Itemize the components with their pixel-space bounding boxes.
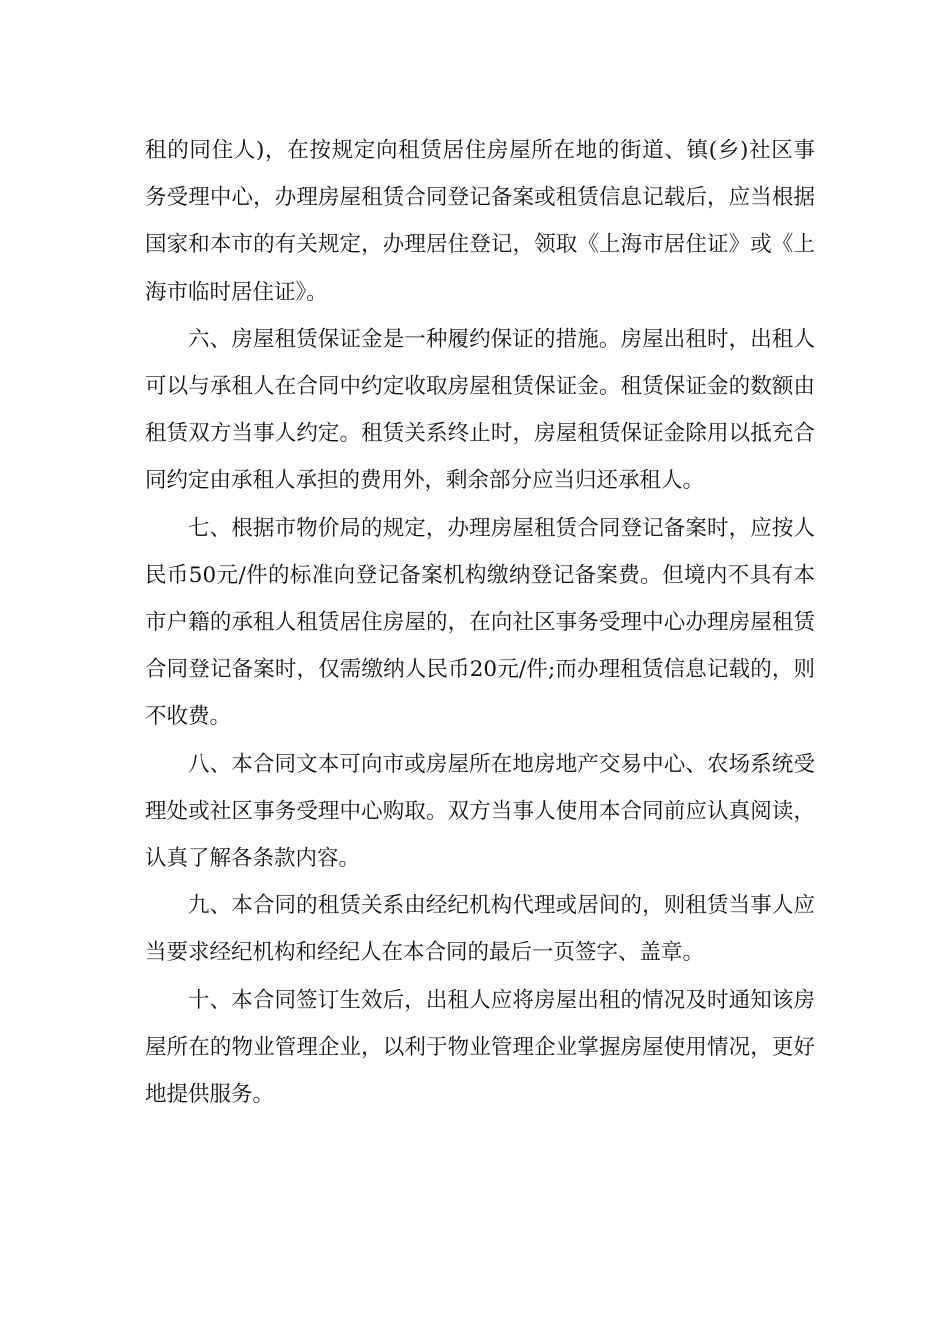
paragraph-continuation: 租的同住人)，在按规定向租赁居住房屋所在地的街道、镇(乡)社区事务受理中心，办理房屋租赁合同登记备案或租赁信息记载后，应当根据国家和本市的有关规定，办理居住登记，领取《上海市居住证》或《上海市临时居住证》。 <box>145 138 815 305</box>
paragraph-item-6: 六、房屋租赁保证金是一种履约保证的措施。房屋出租时，出租人可以与承租人在合同中约定收取房屋租赁保证金。租赁保证金的数额由租赁双方当事人约定。租赁关系终止时，房屋租赁保证金除用以抵充合同约定由承租人承担的费用外，剩余部分应当归还承租人。 <box>145 326 815 494</box>
paragraph-item-9: 九、本合同的租赁关系由经纪机构代理或居间的，则租赁当事人应当要求经纪机构和经纪人在本合同的最后一页签字、盖章。 <box>145 893 815 966</box>
paragraph-item-8: 八、本合同文本可向市或房屋所在地房地产交易中心、农场系统受理处或社区事务受理中心购取。双方当事人使用本合同前应认真阅读，认真了解各条款内容。 <box>145 751 815 872</box>
document-body <box>145 127 815 1118</box>
paragraph-item-10: 十、本合同签订生效后，出租人应将房屋出租的情况及时通知该房屋所在的物业管理企业，以利于物业管理企业掌握房屋使用情况，更好地提供服务。 <box>145 987 815 1108</box>
paragraph-item-7: 七、根据市物价局的规定，办理房屋租赁合同登记备案时，应按人民币50元/件的标准向登记备案机构缴纳登记备案费。但境内不具有本市户籍的承租人租赁居住房屋的，在向社区事务受理中心办理房屋租赁合同登记备案时，仅需缴纳人民币20元/件;而办理租赁信息记载的，则不收费。 <box>145 515 815 730</box>
